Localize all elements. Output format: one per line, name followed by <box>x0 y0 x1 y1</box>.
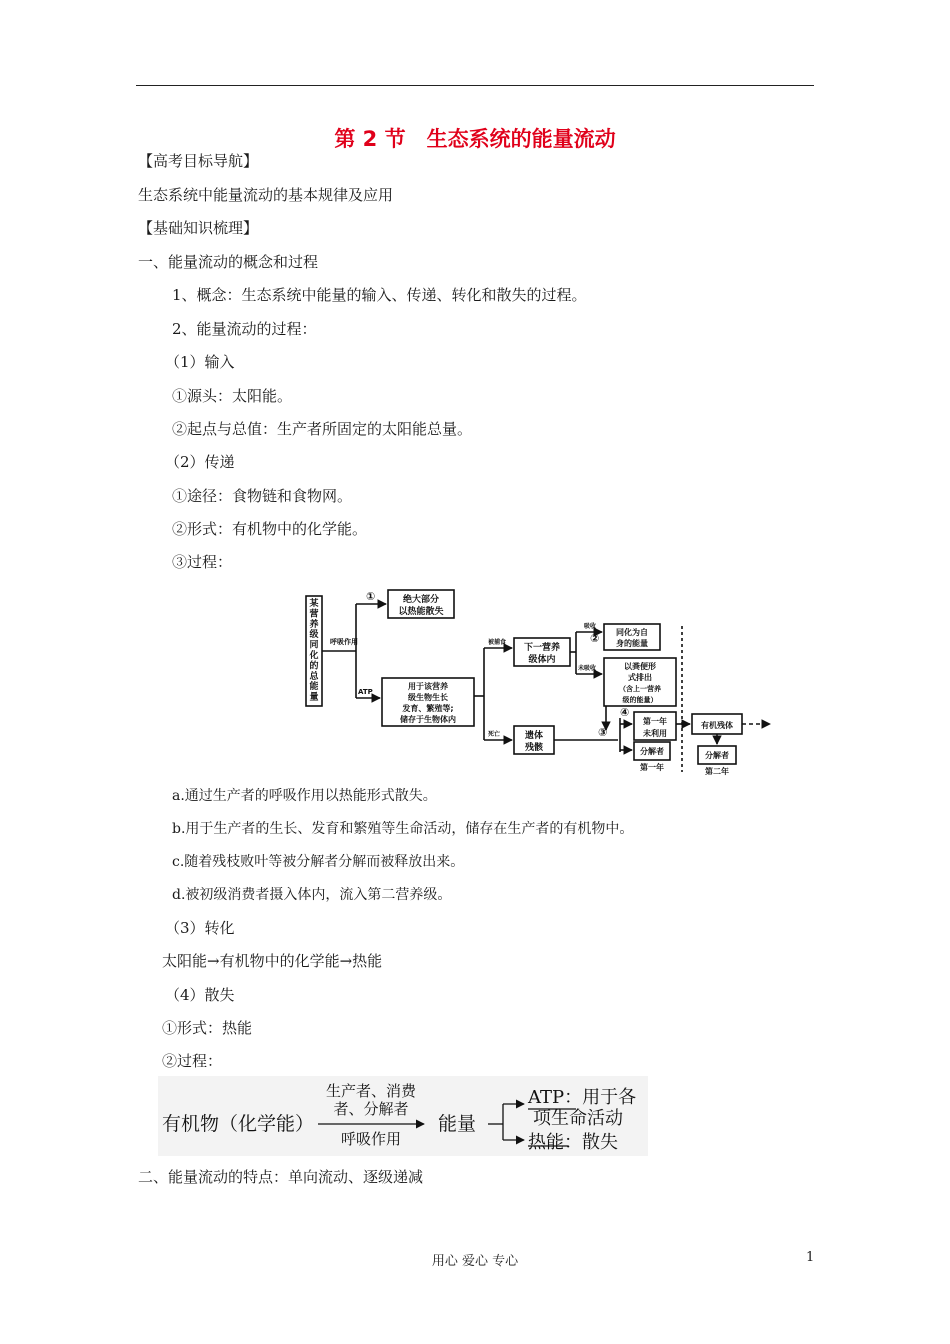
store-box-line-2: 级生物生长 <box>408 693 448 702</box>
part2-heading: 二、能量流动的特点：单向流动、逐级递减 <box>138 1168 424 1186</box>
page-title: 第 2 节 生态系统的能量流动 <box>334 127 616 151</box>
respiration-formula <box>158 1076 648 1156</box>
note-b: b.用于生产者的生长、发育和繁殖等生命活动，储存在生产者的有机物中。 <box>172 821 634 837</box>
transfer-item-2: ②形式：有机物中的化学能。 <box>172 520 368 538</box>
loss-item-2: ②过程： <box>162 1052 223 1070</box>
process-heading: 2、能量流动的过程： <box>172 320 317 338</box>
formula-branch-1a: ATP：用于各 <box>528 1087 637 1108</box>
formula-arrow-bottom: 呼吸作用 <box>340 1130 402 1148</box>
heat-box-line-1: 绝大部分 <box>402 595 440 605</box>
label-absorbed: 吸收 <box>584 623 597 630</box>
store-box-line-3: 发育、繁殖等; <box>402 704 454 713</box>
nav-heading: 【高考目标导航】 <box>138 152 259 170</box>
year-2-label: 第二年 <box>705 767 729 776</box>
input-heading: （1）输入 <box>165 353 235 371</box>
source-box-label: 某营养级同化的总能量 <box>309 599 319 703</box>
basic-heading: 【基础知识梳理】 <box>138 219 259 237</box>
nav-text: 生态系统中能量流动的基本规律及应用 <box>138 186 394 204</box>
excreted-line-2: 式排出 <box>628 673 652 682</box>
next-level-line-2: 级体内 <box>528 655 556 665</box>
header-rule <box>136 85 814 86</box>
label-death: 死亡 <box>488 731 501 738</box>
formula-arrow-top-1: 生产者、消费 <box>325 1082 417 1100</box>
heat-box-line-2: 以热能散失 <box>398 607 444 617</box>
num-3: ③ <box>598 726 608 739</box>
loss-item-1: ①形式：热能 <box>162 1019 253 1037</box>
num-1: ① <box>366 590 376 603</box>
formula-left: 有机物（化学能） <box>162 1113 315 1135</box>
unused-line-1: 第一年 <box>643 717 667 726</box>
page-number: 1 <box>806 1250 815 1265</box>
transfer-item-1: ①途径：食物链和食物网。 <box>172 487 353 505</box>
concept-text: 1、概念：生态系统中能量的输入、传递、转化和散失的过程。 <box>172 286 587 304</box>
formula-middle: 能量 <box>438 1113 477 1135</box>
assimilated-line-2: 身的能量 <box>616 639 648 648</box>
excreted-line-4: 级的能量） <box>622 696 658 704</box>
formula-branch-2: 热能：散失 <box>528 1132 618 1153</box>
store-box-line-1: 用于该营养 <box>408 682 448 691</box>
label-atp: ATP <box>358 688 373 696</box>
remains-line-1: 遗体 <box>524 731 544 741</box>
energy-flow-diagram <box>300 586 772 776</box>
label-unabsorbed: 未吸收 <box>578 665 597 672</box>
num-4: ④ <box>620 706 630 719</box>
part1-heading: 一、能量流动的概念和过程 <box>138 253 319 271</box>
unused-line-2: 未利用 <box>643 729 667 738</box>
note-a: a.通过生产者的呼吸作用以热能形式散失。 <box>172 788 437 804</box>
excreted-line-3: （含上一营养 <box>619 685 661 693</box>
formula-branch-1b: 项生命活动 <box>533 1108 623 1129</box>
loss-heading: （4）散失 <box>165 986 235 1004</box>
excreted-line-1: 以粪便形 <box>624 662 656 671</box>
assimilated-line-1: 同化为自 <box>616 628 648 637</box>
label-ingested: 被捕食 <box>488 639 507 646</box>
next-level-line-1: 下一营养 <box>523 643 561 653</box>
decomposer-1-label: 分解者 <box>640 747 664 756</box>
decomposer-2-label: 分解者 <box>705 751 729 760</box>
convert-text: 太阳能→有机物中的化学能→热能 <box>162 952 383 970</box>
input-item-1: ①源头：太阳能。 <box>172 387 293 405</box>
year-1-label: 第一年 <box>640 763 664 772</box>
store-box-line-4: 储存于生物体内 <box>400 715 456 724</box>
note-d: d.被初级消费者摄入体内，流入第二营养级。 <box>172 887 452 903</box>
remains-line-2: 残骸 <box>524 743 544 753</box>
label-respiration: 呼吸作用 <box>330 638 358 646</box>
note-c: c.随着残枝败叶等被分解者分解而被释放出来。 <box>172 854 465 870</box>
input-item-2: ②起点与总值：生产者所固定的太阳能总量。 <box>172 420 473 438</box>
formula-arrow-top-2: 者、分解者 <box>333 1100 409 1118</box>
transfer-heading: （2）传递 <box>165 453 235 471</box>
convert-heading: （3）转化 <box>165 919 235 937</box>
num-2: ② <box>590 632 600 645</box>
organic-remains-label: 有机残体 <box>701 721 733 730</box>
footer-text: 用心 爱心 专心 <box>431 1254 519 1269</box>
transfer-item-3: ③过程： <box>172 553 233 571</box>
